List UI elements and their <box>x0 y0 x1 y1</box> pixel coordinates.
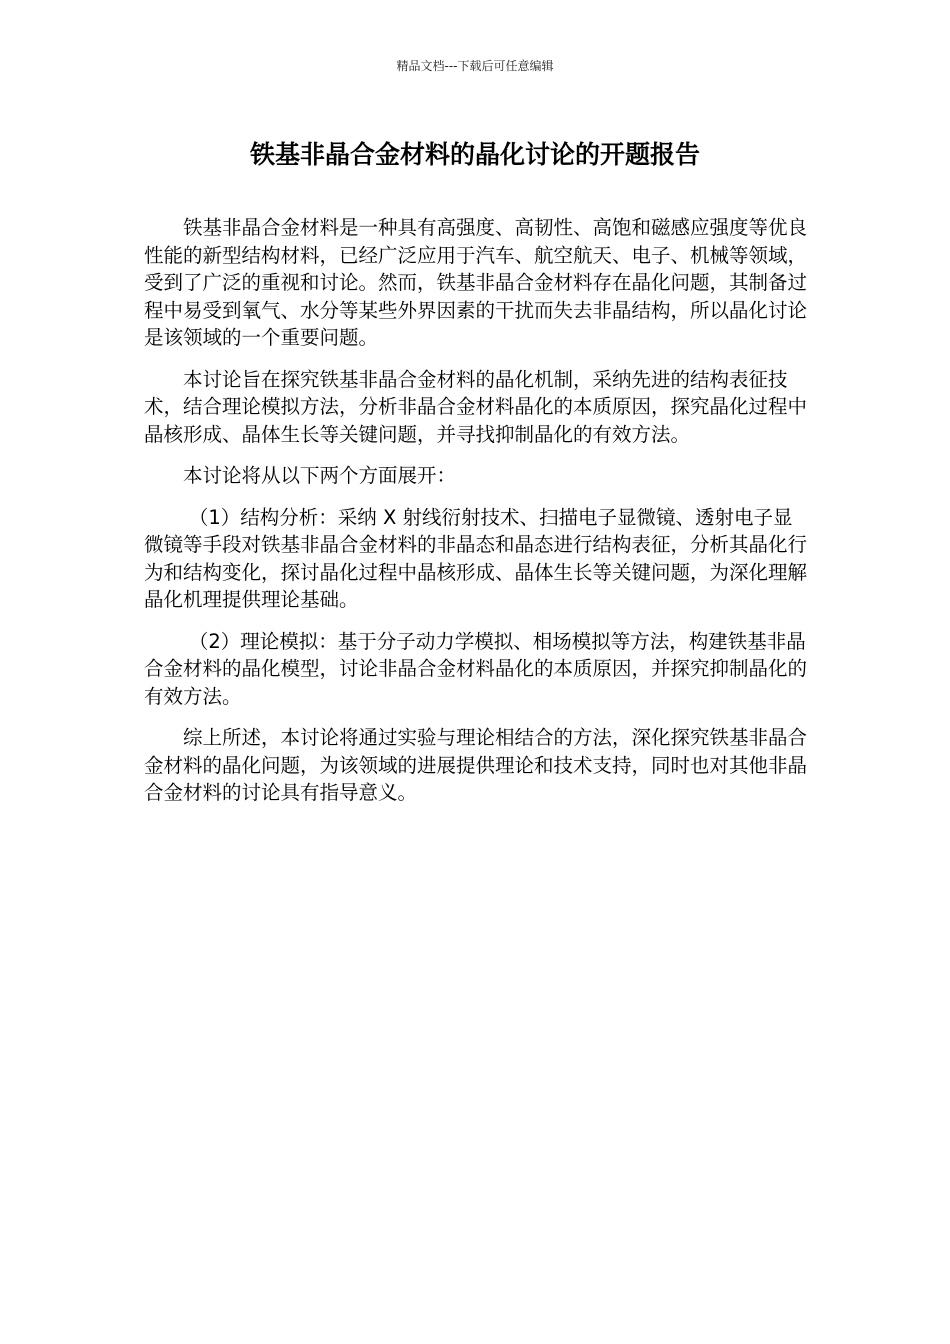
paragraph-conclusion: 综上所述，本讨论将通过实验与理论相结合的方法，深化探究铁基非晶合金材料的晶化问题，为该领域的进展提供理论和技术支持，同时也对其他非晶合金材料的讨论具有指导意义。 <box>144 726 808 804</box>
paragraph-objective: 本讨论旨在探究铁基非晶合金材料的晶化机制，采纳先进的结构表征技术，结合理论模拟方法，分析非晶合金材料晶化的本质原因，探究晶化过程中晶核形成、晶体生长等关键问题，并寻找抑制晶化的有效方法。 <box>144 367 808 446</box>
paragraph-structure-analysis: （1）结构分析：采纳 X 射线衍射技术、扫描电子显微镜、透射电子显微镜等手段对铁基非晶合金材料的非晶态和晶态进行结构表征，分析其晶化行为和结构变化，探讨晶化过程中晶核形成、晶体生长等关键问题，为深化理解晶化机理提供理论基础。 <box>144 505 808 611</box>
header-note: 精品文档---下载后可任意编辑 <box>396 59 554 73</box>
document-body <box>144 214 808 821</box>
paragraph-outline: 本讨论将从以下两个方面展开： <box>183 464 457 487</box>
paragraph-theoretical-simulation: （2）理论模拟：基于分子动力学模拟、相场模拟等方法，构建铁基非晶合金材料的晶化模型，讨论非晶合金材料晶化的本质原因，并探究抑制晶化的有效方法。 <box>144 629 808 708</box>
document-title: 铁基非晶合金材料的晶化讨论的开题报告 <box>249 140 700 169</box>
paragraph-background: 铁基非晶合金材料是一种具有高强度、高韧性、高饱和磁感应强度等优良性能的新型结构材料，已经广泛应用于汽车、航空航天、电子、机械等领域，受到了广泛的重视和讨论。然而，铁基非晶合金材料存在晶化问题，其制备过程中易受到氧气、水分等某些外界因素的干扰而失去非晶结构，所以晶化讨论是该领域的一个重要问题。 <box>144 216 808 349</box>
